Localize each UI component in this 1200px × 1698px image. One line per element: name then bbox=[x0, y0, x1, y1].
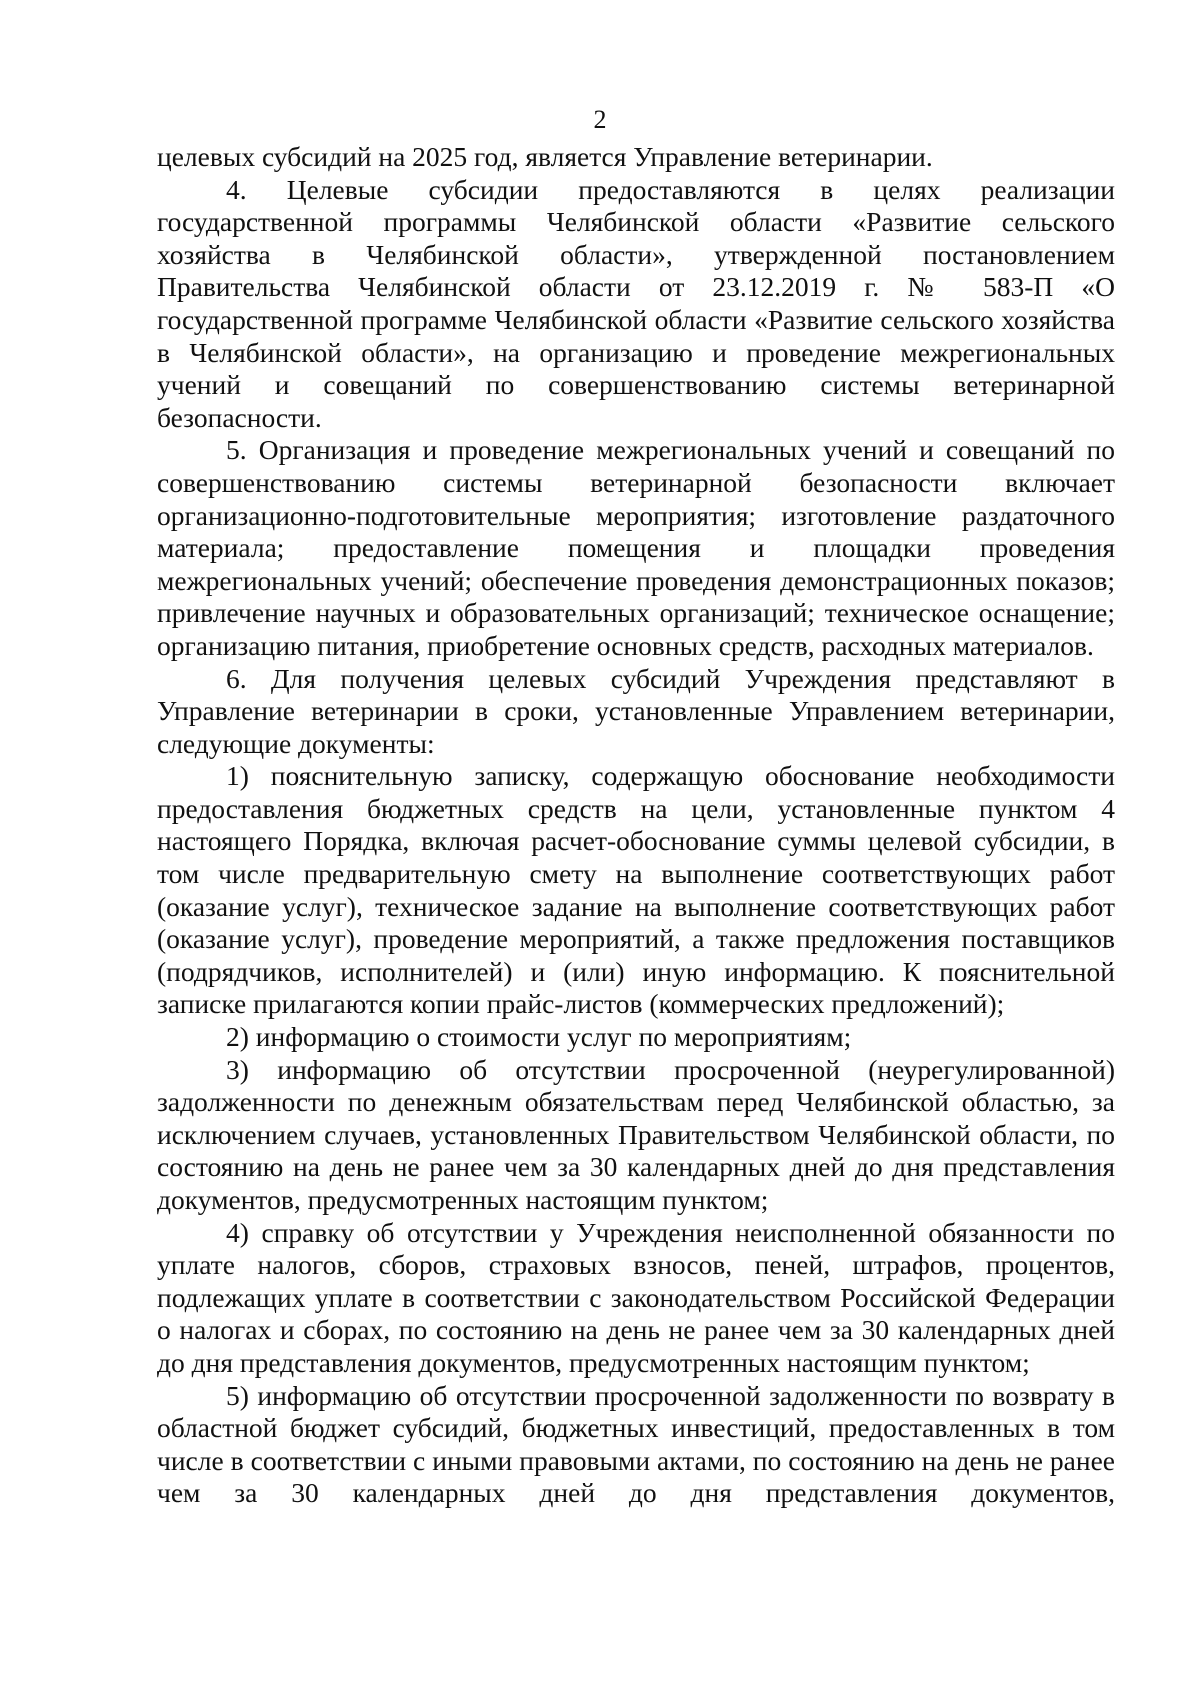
list-item-4: 4) справку об отсутствии у Учреждения неисполненной обязанности по уплате налогов, сборов, страховых взносов, пеней, штрафов, процентов, подлежащих уплате в соответствии с законодательством Российской Федерации о налогах и сборах, по состоянию на день не ранее чем за 30 календарных дней до дня представления документов, предусмотренных настоящим пунктом; bbox=[157, 1216, 1115, 1378]
paragraph-item-5: 5. Организация и проведение межрегиональных учений и совещаний по совершенствованию системы ветеринарной безопасности включает организационно-подготовительные мероприятия; изготовление раздаточного материала; предоставление помещения и площадки проведения межрегиональных учений; обеспечение проведения демонстрационных показов; привлечение научных и образовательных организаций; техническое оснащение; организацию питания, приобретение основных средств, расходных материалов. bbox=[157, 434, 1115, 661]
page-number: 2 bbox=[593, 105, 607, 134]
list-item-3: 3) информацию об отсутствии просроченной (неурегулированной) задолженности по денежным обязательствам перед Челябинской областью, за исключением случаев, установленных Правительством Челябинской области, по состоянию на день не ранее чем за 30 календарных дней до дня представления документов, предусмотренных настоящим пунктом; bbox=[157, 1053, 1115, 1215]
document-body bbox=[157, 141, 1115, 1510]
list-item-5: 5) информацию об отсутствии просроченной задолженности по возврату в областной бюджет субсидий, бюджетных инвестиций, предоставленных в том числе в соответствии с иными правовыми актами, по состоянию на день не ранее чем за 30 календарных дней до дня представления документов, bbox=[157, 1379, 1115, 1509]
paragraph-continuation: целевых субсидий на 2025 год, является Управление ветеринарии. bbox=[157, 141, 933, 172]
list-item-2: 2) информацию о стоимости услуг по мероприятиям; bbox=[226, 1021, 852, 1053]
list-item-1: 1) пояснительную записку, содержащую обоснование необходимости предоставления бюджетных средств на цели, установленные пунктом 4 настоящего Порядка, включая расчет-обоснование суммы целевой субсидии, в том числе предварительную смету на выполнение соответствующих работ (оказание услуг), техническое задание на выполнение соответствующих работ (оказание услуг), проведение мероприятий, а также предложения поставщиков (подрядчиков, исполнителей) и (или) иную информацию. К пояснительной записке прилагаются копии прайс-листов (коммерческих предложений); bbox=[157, 760, 1115, 1020]
paragraph-item-6: 6. Для получения целевых субсидий Учреждения представляют в Управление ветеринарии в сроки, установленные Управлением ветеринарии, следующие документы: bbox=[157, 662, 1115, 759]
paragraph-item-4: 4. Целевые субсидии предоставляются в целях реализации государственной программы Челябинской области «Развитие сельского хозяйства в Челябинской области», утвержденной постановлением Правительства Челябинской области от 23.12.2019 г. № 583-П «О государственной программе Челябинской области «Развитие сельского хозяйства в Челябинской области», на организацию и проведение межрегиональных учений и совещаний по совершенствованию системы ветеринарной безопасности. bbox=[157, 173, 1115, 433]
